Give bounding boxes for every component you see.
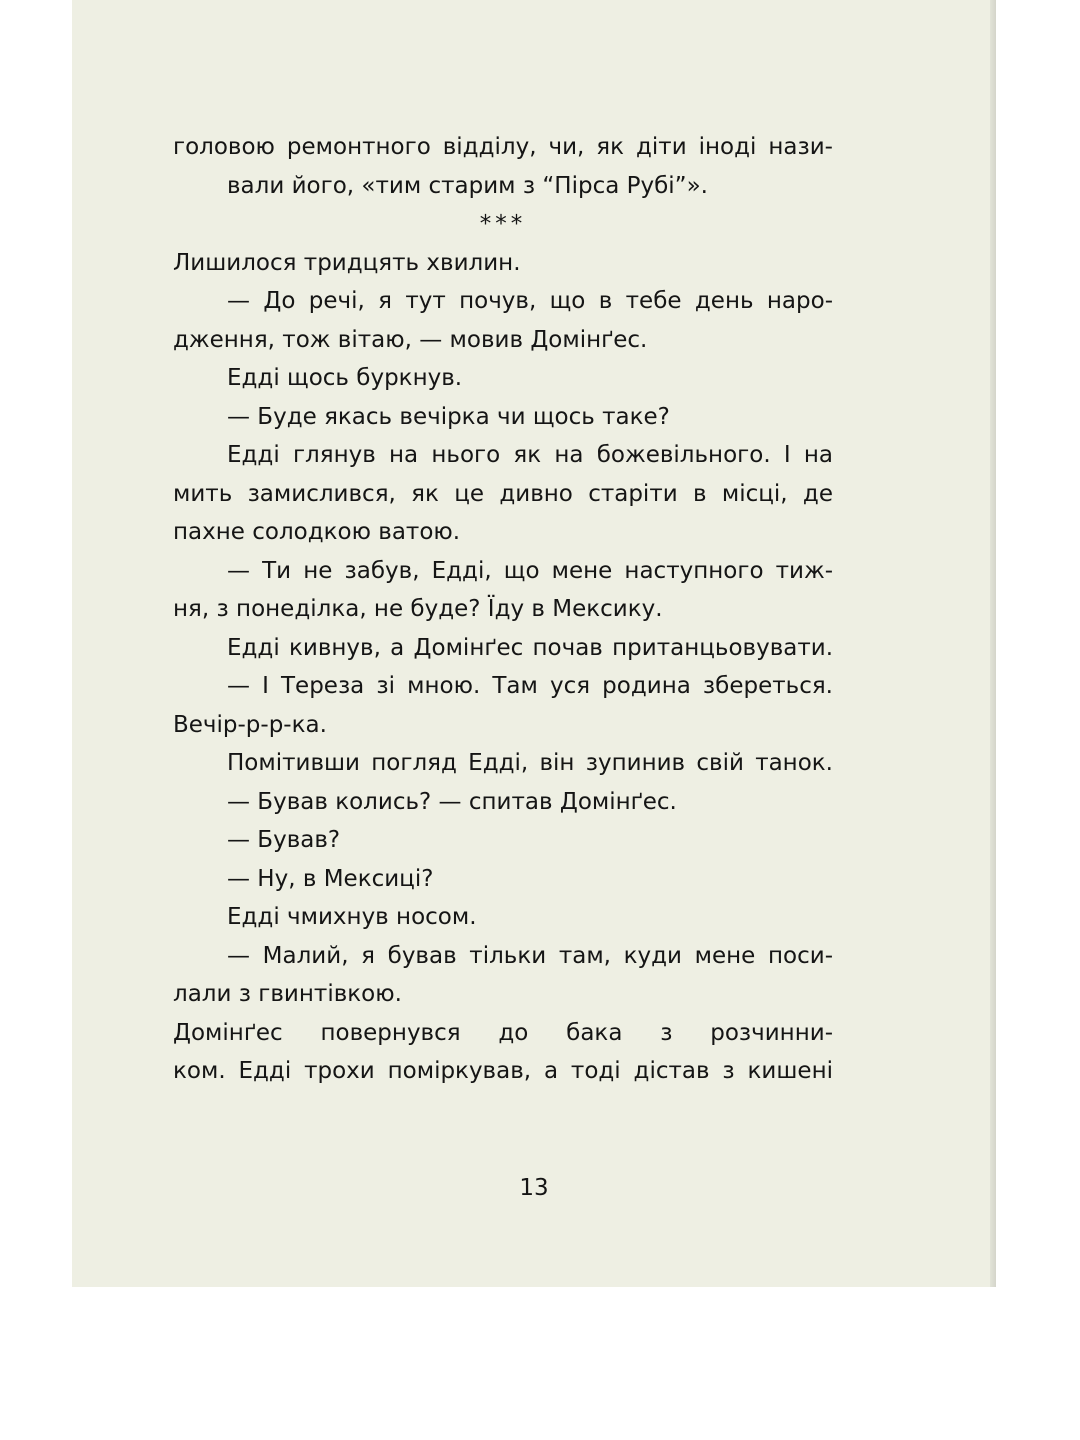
text-line: Вечір-р-р-ка. <box>173 711 327 738</box>
text-line: Домінґес повернувся до бака з розчинни- <box>173 1019 833 1046</box>
text-line: ня, з понеділка, не буде? Їду в Мексику. <box>173 596 663 622</box>
text-line: — До речі, я тут почув, що в тебе день наро- <box>227 288 833 314</box>
text-line: — Малий, я бував тільки там, куди мене поси- <box>227 942 833 969</box>
text-line: — Буде якась вечірка чи щось таке? <box>227 403 670 430</box>
text-line: — Бував? <box>227 827 341 853</box>
text-line: — Ну, в Мексиці? <box>227 865 434 892</box>
text-line: Лишилося тридцять хвилин. <box>173 249 521 276</box>
text-line: головою ремонтного відділу, чи, як діти іноді нази- <box>173 134 833 160</box>
text-line: — Ти не забув, Едді, що мене наступного тиж- <box>227 557 833 584</box>
text-line: Помітивши погляд Едді, він зупинив свій танок. <box>227 750 833 776</box>
text-line: вали його, «тим старим з “Пірса Рубі”». <box>227 172 708 199</box>
page-number: 13 <box>519 1175 549 1201</box>
text-line: — І Тереза зі мною. Там уся родина збереться. <box>227 673 833 699</box>
text-line: пахне солодкою ватою. <box>173 519 461 545</box>
text-line: лали з гвинтівкою. <box>173 981 402 1007</box>
text-line: Едді чмихнув носом. <box>227 904 477 930</box>
book-page <box>72 0 996 1287</box>
text-line: мить замислився, як це дивно старіти в місці, де <box>173 480 833 507</box>
text-line: Едді глянув на нього як на божевільного. І на <box>227 442 833 468</box>
page-body-text <box>173 128 833 1091</box>
text-line: Едді кивнув, а Домінґес почав пританцьовувати. <box>227 634 833 661</box>
page-edge-shadow <box>990 0 996 1287</box>
text-line: — Бував колись? — спитав Домінґес. <box>227 788 677 815</box>
text-line: Едді щось буркнув. <box>227 365 463 391</box>
text-line: дження, тож вітаю, — мовив Домінґес. <box>173 326 648 353</box>
section-break: *** <box>479 211 527 237</box>
text-line: ком. Едді трохи поміркував, а тоді дістав з кишені <box>173 1058 833 1084</box>
